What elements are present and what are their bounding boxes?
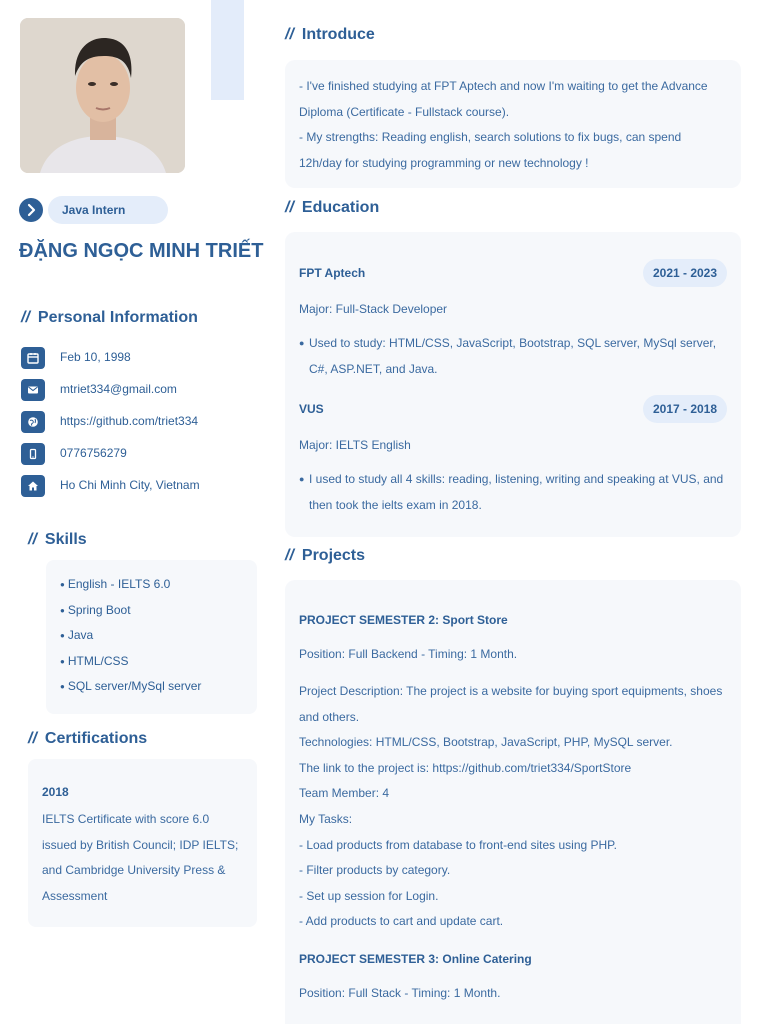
project-task: - Add products to cart and update cart.: [299, 914, 504, 929]
full-name: ĐẶNG NGỌC MINH TRIẾT: [19, 240, 264, 262]
envelope-icon: [21, 379, 45, 401]
globe-icon: [21, 411, 45, 433]
projects-heading: // Projects: [285, 547, 366, 564]
certification-card: [28, 759, 257, 927]
bullet-icon: ●: [299, 474, 305, 484]
certification-year: 2018: [42, 785, 69, 799]
role-row: [19, 196, 179, 224]
education-school: FPT Aptech: [299, 266, 366, 280]
skill-item: ● HTML/CSS: [60, 649, 257, 675]
education-years-badge: 2021 - 2023: [643, 259, 727, 287]
phone-icon: [21, 443, 45, 465]
profile-photo-illustration: [20, 18, 185, 173]
skill-item: ● SQL server/MySql server: [60, 674, 257, 700]
education-major: Major: Full-Stack Developer: [299, 302, 448, 316]
home-icon: [21, 475, 45, 497]
project-position: Position: Full Backend - Timing: 1 Month.: [299, 647, 518, 661]
project-position: Position: Full Stack - Timing: 1 Month.: [299, 985, 501, 1000]
role-badge: Java Intern: [48, 196, 168, 224]
introduce-paragraph: - I've finished studying at FPT Aptech and now I'm waiting to get the Advance Diploma (Certificate - Fullstack course).: [299, 79, 708, 119]
skills-list: [46, 560, 257, 714]
project-task: - Filter products by category.: [299, 863, 451, 878]
education-note: ● I used to study all 4 skills: reading, listening, writing and speaking at VUS, and then took the ielts exam in 2018.: [299, 467, 727, 518]
project-line: Project Description: The project is a website for buying sport equipments, shoes and others.: [299, 684, 723, 724]
introduce-card: [285, 60, 741, 188]
project-task: - Load products from database to front-end sites using PHP.: [299, 837, 617, 852]
skill-item: ● Spring Boot: [60, 598, 257, 624]
education-major: Major: IELTS English: [299, 438, 411, 452]
phone-text: 0776756279: [60, 446, 127, 460]
skill-item: ● Java: [60, 623, 257, 649]
project-details: [299, 679, 727, 935]
projects-card: [285, 580, 741, 1024]
project-task: - Set up session for Login.: [299, 888, 439, 903]
personal-info-heading: // Personal Information: [21, 309, 198, 326]
skills-heading: // Skills: [28, 531, 87, 548]
education-years-badge: 2017 - 2018: [643, 395, 727, 423]
bullet-icon: ●: [299, 338, 305, 348]
project-title: PROJECT SEMESTER 2: Sport Store: [299, 613, 508, 627]
skill-item: ● English - IELTS 6.0: [60, 572, 257, 598]
calendar-icon: [21, 347, 45, 369]
project-line: Team Member: 4: [299, 786, 390, 801]
education-heading: // Education: [285, 199, 380, 216]
education-note: ● Used to study: HTML/CSS, JavaScript, Bootstrap, SQL server, MySql server, C#, ASP.NET, and Java.: [299, 331, 727, 382]
certifications-heading: // Certifications: [28, 730, 148, 747]
project-link[interactable]: The link to the project is: https://github.com/triet334/SportStore: [299, 760, 632, 775]
introduce-paragraph: - My strengths: Reading english, search solutions to fix bugs, can spend 12h/day for studying programming or new technology !: [299, 130, 682, 170]
education-card: [285, 232, 741, 537]
education-school: VUS: [299, 402, 324, 416]
email-link[interactable]: mtriet334@gmail.com: [60, 382, 177, 396]
certification-description: IELTS Certificate with score 6.0 issued by British Council; IDP IELTS; and Cambridge University Press & Assessment: [42, 812, 239, 903]
birthday-text: Feb 10, 1998: [60, 350, 131, 364]
github-link[interactable]: https://github.com/triet334: [60, 414, 199, 428]
profile-photo: [20, 18, 185, 173]
project-line: My Tasks:: [299, 811, 353, 826]
chevron-right-icon: [19, 198, 43, 222]
project-line: Technologies: HTML/CSS, Bootstrap, JavaScript, PHP, MySQL server.: [299, 735, 673, 750]
address-text: Ho Chi Minh City, Vietnam: [60, 478, 200, 492]
project-title: PROJECT SEMESTER 3: Online Catering: [299, 951, 532, 966]
introduce-heading: // Introduce: [285, 26, 375, 43]
decorative-accent-bar: [211, 0, 244, 100]
